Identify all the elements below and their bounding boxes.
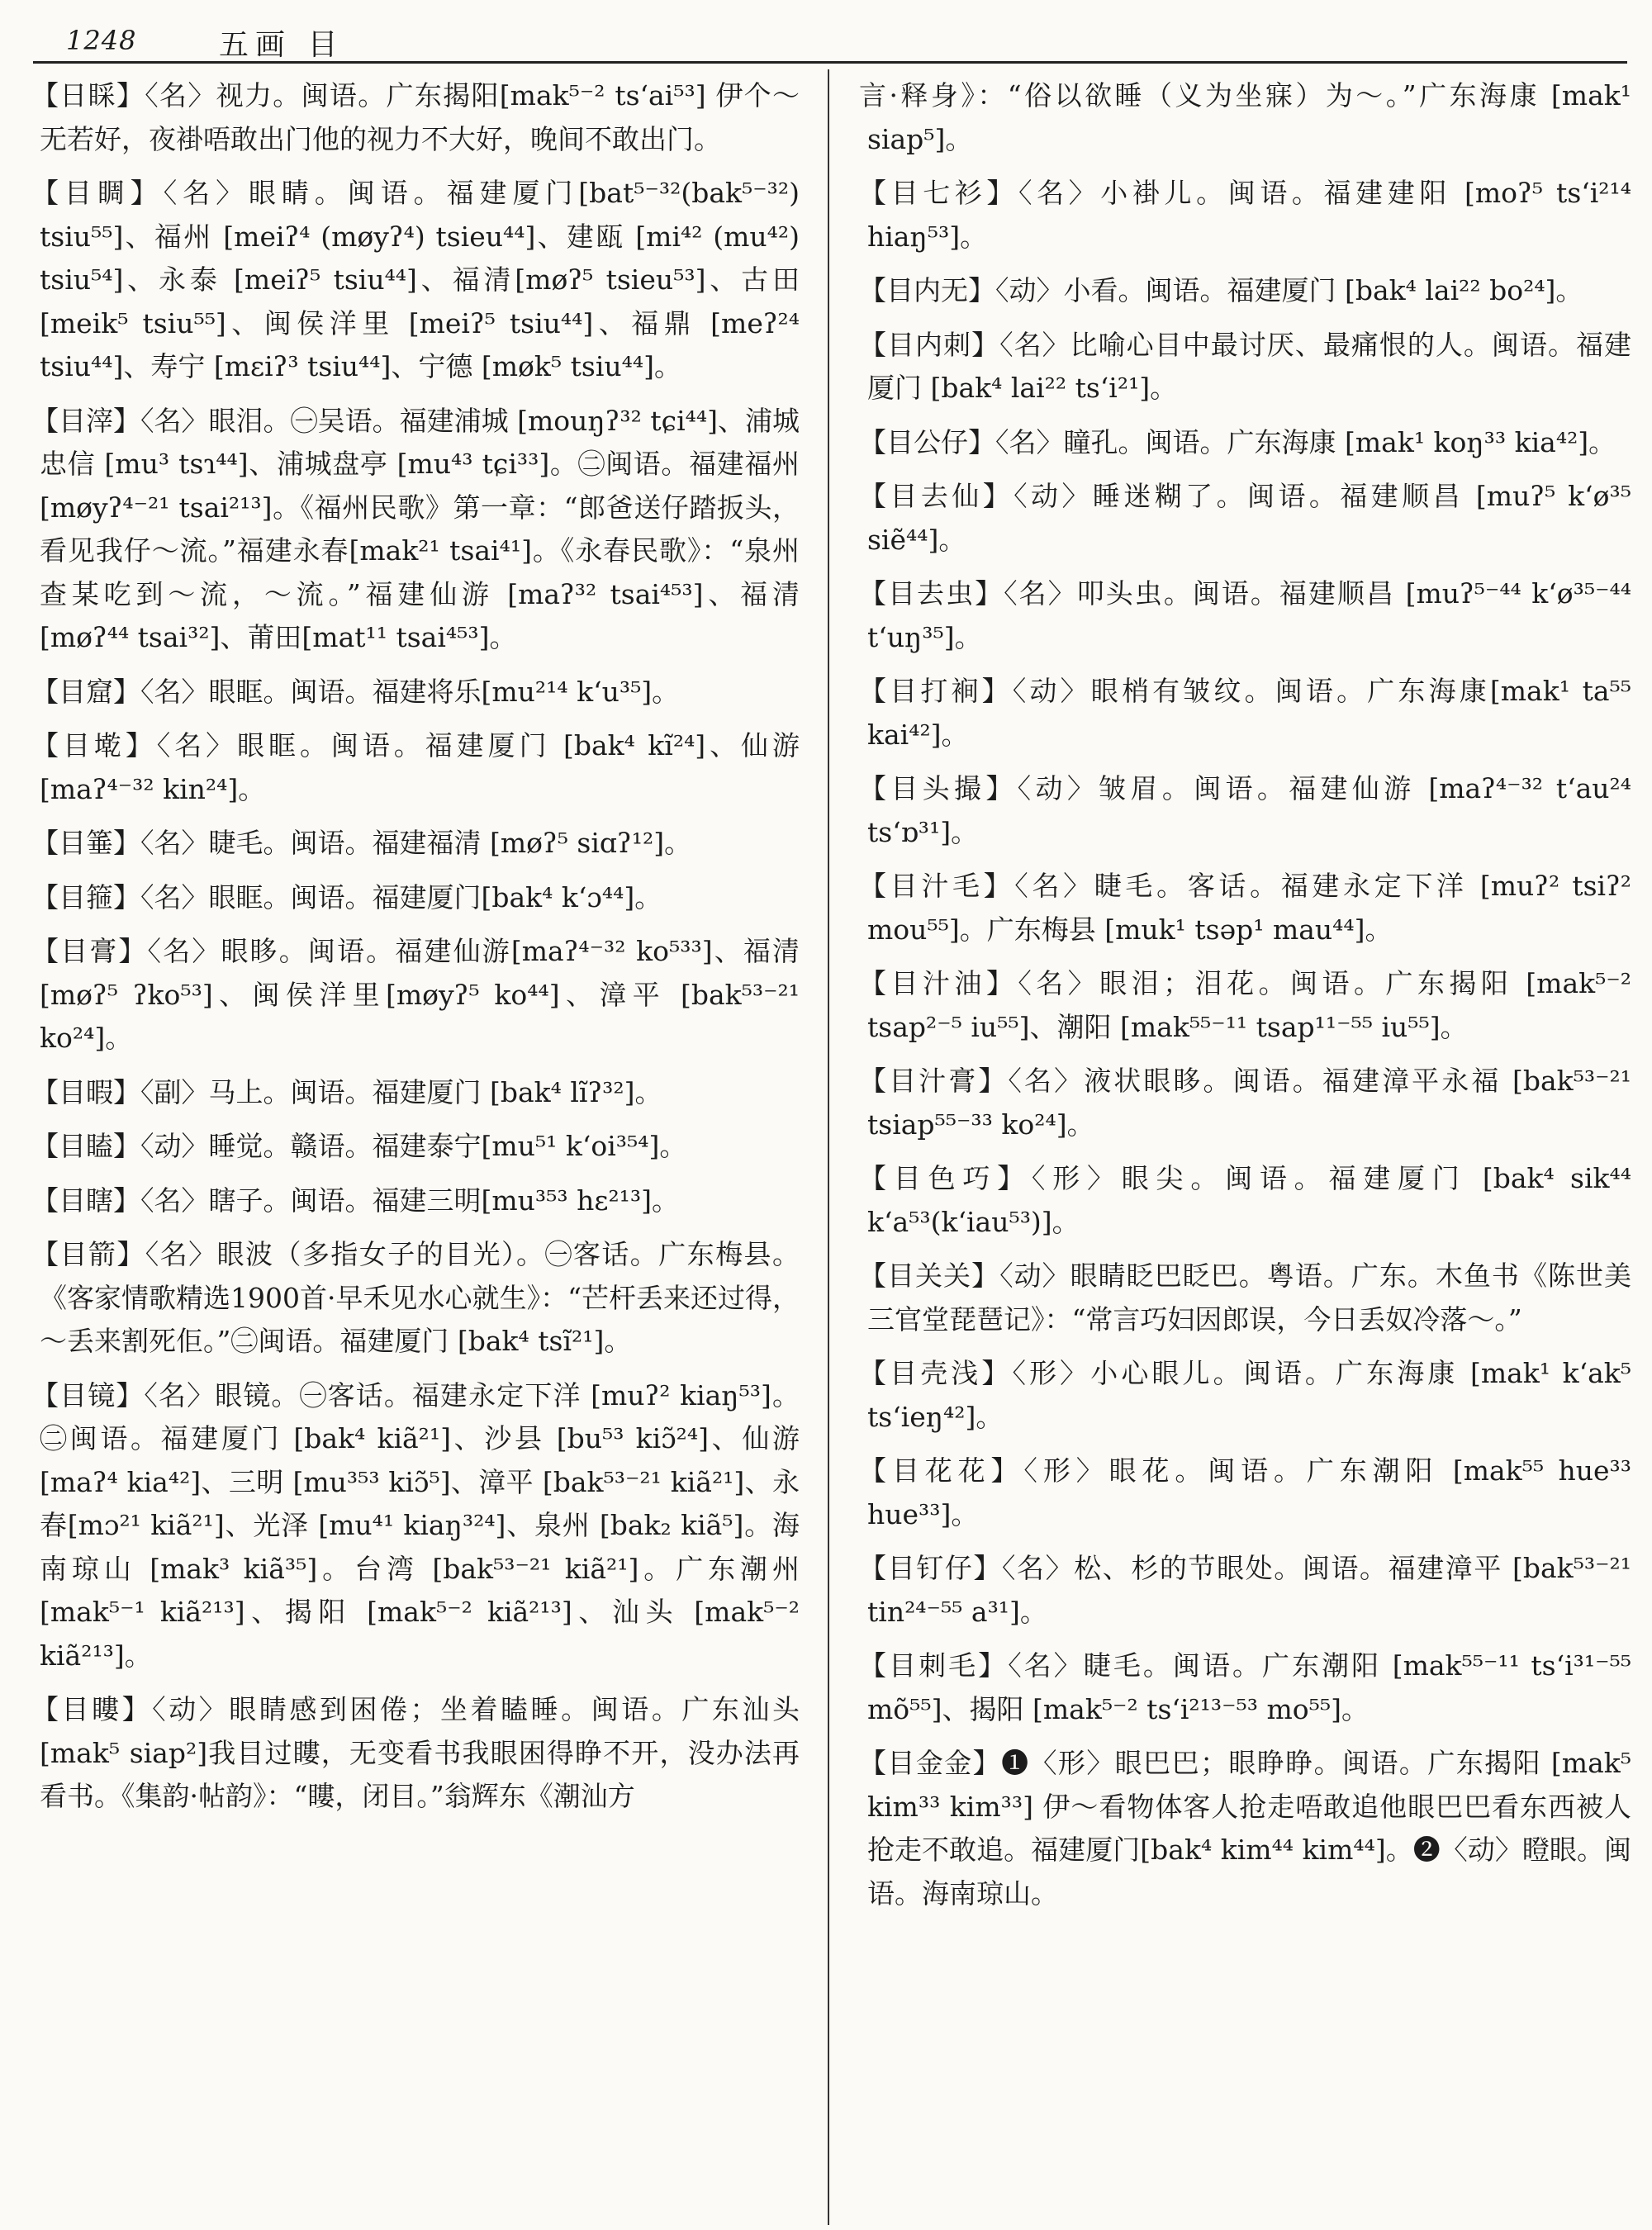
dictionary-entry: 【目滓】〈名〉眼泪。㊀吴语。福建浦城 [mouŋʔ³² tɕi⁴⁴]、浦城忠信 [mu³ tsɿ⁴⁴]、浦城盘亭 [mu⁴³ tɕi³³]。㊁闽语。福建福州[møyʔ⁴⁻²¹ tsai²¹³]。《福州民歌》第一章：“郎爸送仔踏扳头，看见我仔～流。”福建永春[mak²¹ tsai⁴¹]。《永春民歌》：“泉州查某吃到～流，～流。”福建仙游 [maʔ³² tsai⁴⁵³]、福清 [møʔ⁴⁴ tsai³²]、莆田[mat¹¹ tsai⁴⁵³]。 xyxy=(31,404,800,653)
dictionary-entry: 【目内刺】〈名〉比喻心目中最讨厌、最痛恨的人。闽语。福建厦门 [bak⁴ lai²² ts‘i²¹]。 xyxy=(859,328,1631,404)
dictionary-entry: 【目内无】〈动〉小看。闽语。福建厦门 [bak⁴ lai²² bo²⁴]。 xyxy=(859,274,1583,306)
dictionary-entry: 【目箠】〈名〉睫毛。闽语。福建福清 [møʔ⁵ siɑʔ¹²]。 xyxy=(31,827,692,859)
dictionary-entry: 【目箭】〈名〉眼波（多指女子的目光）。㊀客话。广东梅县。《客家情歌精选1900首·早禾见水心就生》：“芒杆丢来还过得，～丢来割死佢。”㊁闽语。福建厦门 [bak⁴ tsĩ²¹]。 xyxy=(31,1238,800,1357)
dictionary-entry: 【目镜】〈名〉眼镜。㊀客话。福建永定下洋 [muʔ² kiaŋ⁵³]。㊁闽语。福建厦门 [bak⁴ kiã²¹]、沙县 [bu⁵³ kiɔ̃²⁴]、仙游 [maʔ⁴ kia⁴²]、三明 [mu³⁵³ kiɔ̃⁵]、漳平 [bak⁵³⁻²¹ kiã²¹]、永春[mɔ²¹ kiã²¹]、光泽 [mu⁴¹ kiaŋ³²⁴]、泉州 [bak₂ kiã⁵]。海南琼山 [mak³ kiã³⁵]。台湾 [bak⁵³⁻²¹ kiã²¹]。广东潮州 [mak⁵⁻¹ kiã²¹³]、揭阳 [mak⁵⁻² kiã²¹³]、汕头 [mak⁵⁻² kiã²¹³]。 xyxy=(31,1378,800,1672)
dictionary-entry: 【目公仔】〈名〉瞳孔。闽语。广东海康 [mak¹ koŋ³³ kia⁴²]。 xyxy=(859,425,1616,458)
dictionary-entry: 【目七衫】〈名〉小褂儿。闽语。福建建阳 [moʔ⁵ ts‘i²¹⁴ hiaŋ⁵³]。 xyxy=(859,177,1631,253)
dictionary-entry: 【目色巧】〈形〉眼尖。闽语。福建厦门 [bak⁴ sik⁴⁴ k‘a⁵³(k‘iau⁵³)]。 xyxy=(859,1162,1631,1238)
dictionary-entry: 【日睬】〈名〉视力。闽语。广东揭阳[mak⁵⁻² ts‘ai⁵³] 伊个～无若好，夜褂唔敢出门他的视力不大好，晚间不敢出门。 xyxy=(31,79,800,155)
page-header xyxy=(33,15,1627,64)
dictionary-entry: 【目去仙】〈动〉睡迷糊了。闽语。福建顺昌 [muʔ⁵ k‘ø³⁵ siẽ⁴⁴]。 xyxy=(859,480,1631,556)
dictionary-entry: 【目膏】〈名〉眼眵。闽语。福建仙游[maʔ⁴⁻³² ko⁵³³]、福清 [møʔ⁵ ʔko⁵³]、闽侯洋里[møyʔ⁵ ko⁴⁴]、漳平 [bak⁵³⁻²¹ ko²⁴]。 xyxy=(31,935,800,1054)
dictionary-entry: 【目瞌】〈动〉睡觉。赣语。福建泰宁[mu⁵¹ k‘oi³⁵⁴]。 xyxy=(31,1130,687,1162)
left-column xyxy=(31,74,800,2222)
dictionary-entry: 【目汁毛】〈名〉睫毛。客话。福建永定下洋 [muʔ² tsiʔ² mou⁵⁵]。广东梅县 [muk¹ tsəp¹ mau⁴⁴]。 xyxy=(859,870,1631,946)
dictionary-entry: 【目花花】〈形〉眼花。闽语。广东潮阳 [mak⁵⁵ hue³³ hue³³]。 xyxy=(859,1454,1631,1530)
dictionary-entry: 【目箍】〈名〉眼眶。闽语。福建厦门[bak⁴ k‘ɔ⁴⁴]。 xyxy=(31,880,662,913)
page-number: 1248 xyxy=(66,25,137,56)
dictionary-entry: 【目金金】❶〈形〉眼巴巴；眼睁睁。闽语。广东揭阳 [mak⁵ kim³³ kim³³] 伊～看物体客人抢走唔敢追他眼巴巴看东西被人抢走不敢追。福建厦门[bak⁴ kim⁴⁴ kim⁴⁴]。❷〈动〉瞪眼。闽语。海南琼山。 xyxy=(859,1747,1631,1910)
dictionary-entry: 【目钉仔】〈名〉松、杉的节眼处。闽语。福建漳平 [bak⁵³⁻²¹ tin²⁴⁻⁵⁵ a³¹]。 xyxy=(859,1552,1631,1628)
dictionary-entry: 【目刺毛】〈名〉睫毛。闽语。广东潮阳 [mak⁵⁵⁻¹¹ ts‘i³¹⁻⁵⁵ mõ⁵⁵]、揭阳 [mak⁵⁻² ts‘i²¹³⁻⁵³ mo⁵⁵]。 xyxy=(859,1649,1631,1725)
dictionary-entry: 【目墘】〈名〉眼眶。闽语。福建厦门 [bak⁴ kĩ²⁴]、仙游 [maʔ⁴⁻³² kin²⁴]。 xyxy=(31,729,800,805)
dictionary-entry: 【目睭】〈名〉眼睛。闽语。福建厦门[bat⁵⁻³²(bak⁵⁻³²) tsiu⁵⁵]、福州 [meiʔ⁴ (møyʔ⁴) tsieu⁴⁴]、建瓯 [mi⁴² (mu⁴²) tsiu⁵⁴]、永泰 [meiʔ⁵ tsiu⁴⁴]、福清[møʔ⁵ tsieu⁵³]、古田 [meik⁵ tsiu⁵⁵]、闽侯洋里 [meiʔ⁵ tsiu⁴⁴]、福鼎 [meʔ²⁴ tsiu⁴⁴]、寿宁 [mɛiʔ³ tsiu⁴⁴]、宁德 [møk⁵ tsiu⁴⁴]。 xyxy=(31,177,800,382)
dictionary-entry: 【目关关】〈动〉眼睛眨巴眨巴。粤语。广东。木鱼书《陈世美三官堂琵琶记》：“常言巧妇因郎误，今日丢奴冷落～。” xyxy=(859,1260,1631,1336)
dictionary-entry: 【目打裥】〈动〉眼梢有皱纹。闽语。广东海康[mak¹ ta⁵⁵ kai⁴²]。 xyxy=(859,675,1631,751)
dictionary-entry: 【目暇】〈副〉马上。闽语。福建厦门 [bak⁴ lĩʔ³²]。 xyxy=(31,1075,662,1108)
dictionary-entry: 【目汁油】〈名〉眼泪；泪花。闽语。广东揭阳 [mak⁵⁻² tsap²⁻⁵ iu⁵⁵]、潮阳 [mak⁵⁵⁻¹¹ tsap¹¹⁻⁵⁵ iu⁵⁵]。 xyxy=(859,967,1631,1043)
dictionary-entry: 【目去虫】〈名〉叩头虫。闽语。福建顺昌 [muʔ⁵⁻⁴⁴ k‘ø³⁵⁻⁴⁴ t‘uŋ³⁵]。 xyxy=(859,577,1631,653)
column-divider xyxy=(828,69,829,2225)
dictionary-entry: 【目汁膏】〈名〉液状眼眵。闽语。福建漳平永福 [bak⁵³⁻²¹ tsiap⁵⁵⁻³³ ko²⁴]。 xyxy=(859,1065,1631,1141)
dictionary-entry: 【目瞜】〈动〉眼睛感到困倦；坐着瞌睡。闽语。广东汕头[mak⁵ siap²]我目过瞜，无变看书我眼困得睁不开，没办法再看书。《集韵·帖韵》：“瞜，闭目。”翁辉东《潮汕方 xyxy=(31,1693,800,1812)
right-column xyxy=(859,74,1631,2222)
dictionary-entry: 【目瞎】〈名〉瞎子。闽语。福建三明[mu³⁵³ hɛ²¹³]。 xyxy=(31,1184,680,1217)
dictionary-entry: 【目窟】〈名〉眼眶。闽语。福建将乐[mu²¹⁴ k‘u³⁵]。 xyxy=(31,675,680,708)
dictionary-entry: 【目头撮】〈动〉皱眉。闽语。福建仙游 [maʔ⁴⁻³² t‘au²⁴ ts‘ɒ³¹]。 xyxy=(859,772,1631,848)
running-title: 五画 目 xyxy=(219,28,344,62)
dictionary-entry: 【目壳浅】〈形〉小心眼儿。闽语。广东海康 [mak¹ k‘ak⁵ ts‘ieŋ⁴²]。 xyxy=(859,1357,1631,1433)
dictionary-entry: 言·释身》：“俗以欲睡（义为坐寐）为～。”广东海康 [mak¹ siap⁵]。 xyxy=(859,79,1631,155)
